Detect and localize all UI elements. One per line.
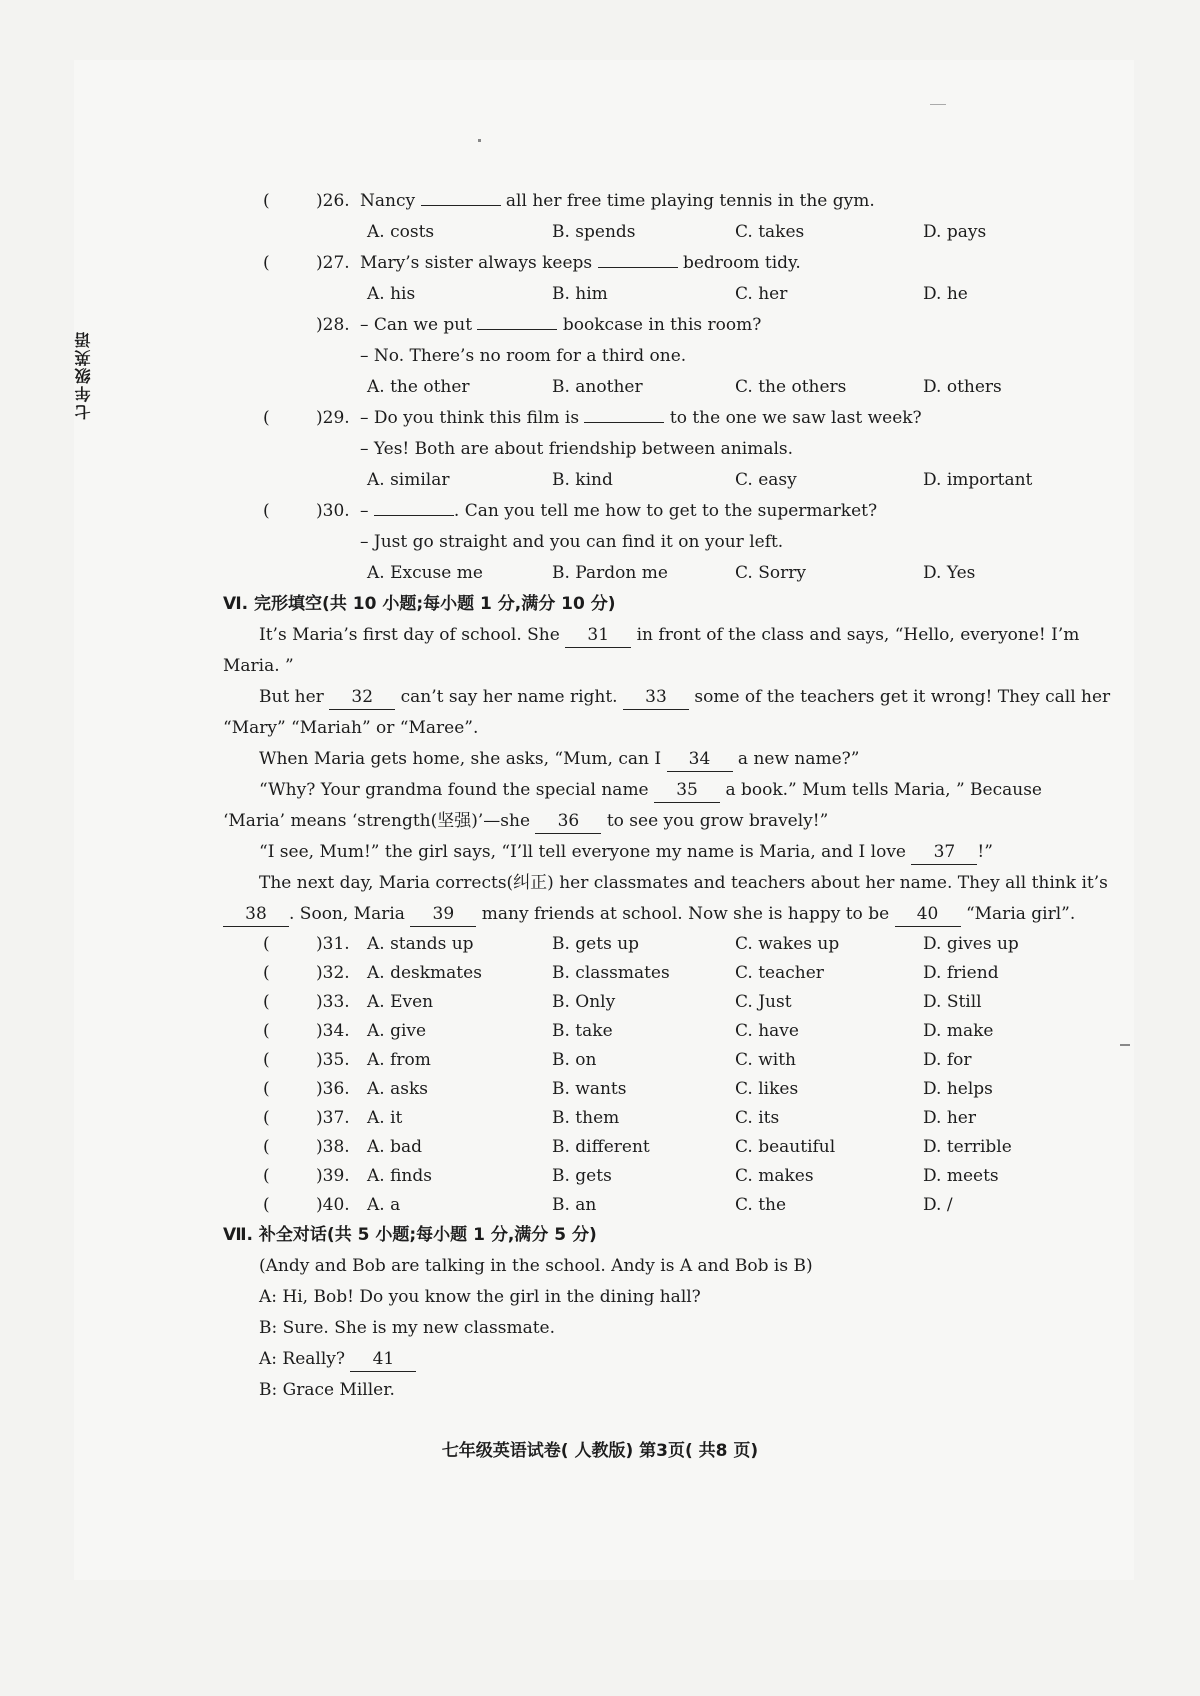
options-26 xyxy=(223,217,1103,248)
option-a: A. Excuse me xyxy=(367,563,483,583)
option-a: A. his xyxy=(367,284,416,304)
option-c: C. her xyxy=(735,284,788,304)
question-number: )35. xyxy=(316,1050,350,1070)
question-29 xyxy=(223,403,1103,434)
cloze-paragraph-1: It’s Maria’s first day of school. She 31 in front of the class and says, “Hello, everyone! I’m xyxy=(223,620,1103,651)
question-29-reply xyxy=(223,434,1103,465)
question-26 xyxy=(223,186,1103,217)
option-c: C. its xyxy=(735,1108,780,1128)
cloze-blank: 38 xyxy=(223,902,289,927)
cloze-paragraph-3: When Maria gets home, she asks, “Mum, can I 34 a new name?” xyxy=(223,744,1103,775)
question-number: )27. xyxy=(316,253,350,273)
cloze-question-row xyxy=(223,988,1103,1017)
cloze-blank: 35 xyxy=(654,778,720,803)
option-b: B. another xyxy=(552,377,643,397)
answer-bracket: ( xyxy=(263,501,270,521)
section-title: Ⅶ. 补全对话(共 5 小题;每小题 1 分,满分 5 分) xyxy=(223,1225,597,1245)
scan-mark xyxy=(930,104,946,105)
option-b: B. them xyxy=(552,1108,620,1128)
option-d: D. terrible xyxy=(923,1137,1012,1157)
option-b: B. gets xyxy=(552,1166,612,1186)
option-a: A. stands up xyxy=(367,934,474,954)
cloze-paragraph-5: “I see, Mum!” the girl says, “I’ll tell everyone my name is Maria, and I love 37 !” xyxy=(223,837,1103,868)
dialogue-intro: (Andy and Bob are talking in the school. Andy is A and Bob is B) xyxy=(259,1256,813,1276)
question-number: )38. xyxy=(316,1137,350,1157)
cloze-paragraph-6: The next day, Maria corrects(纠正) her classmates and teachers about her name. They all think it’s xyxy=(259,873,1108,893)
option-a: A. Even xyxy=(367,992,434,1012)
answer-bracket: ( xyxy=(263,1166,270,1186)
option-c: C. wakes up xyxy=(735,934,840,954)
option-c: C. have xyxy=(735,1021,799,1041)
answer-bracket: ( xyxy=(263,1050,270,1070)
question-number: )36. xyxy=(316,1079,350,1099)
question-27 xyxy=(223,248,1103,279)
option-a: A. the other xyxy=(367,377,470,397)
question-30-reply xyxy=(223,527,1103,558)
cloze-question-row xyxy=(223,1017,1103,1046)
option-c: C. easy xyxy=(735,470,797,490)
answer-bracket: ( xyxy=(263,1079,270,1099)
dialogue-blank: 41 xyxy=(350,1347,416,1372)
answer-blank xyxy=(421,205,501,206)
option-d: D. friend xyxy=(923,963,999,983)
option-c: C. likes xyxy=(735,1079,799,1099)
reply-text: – No. There’s no room for a third one. xyxy=(360,346,687,366)
cloze-question-row xyxy=(223,1075,1103,1104)
question-number: )32. xyxy=(316,963,350,983)
cloze-question-row xyxy=(223,1191,1103,1220)
option-d: D. he xyxy=(923,284,968,304)
option-c: C. with xyxy=(735,1050,796,1070)
cloze-question-row xyxy=(223,1133,1103,1162)
question-28-reply xyxy=(223,341,1103,372)
cloze-paragraph-6-cont: 38 . Soon, Maria 39 many friends at school. Now she is happy to be 40 “Maria girl”. xyxy=(223,899,1103,930)
option-d: D. important xyxy=(923,470,1033,490)
answer-bracket: ( xyxy=(263,934,270,954)
cloze-paragraph-4: “Why? Your grandma found the special name 35 a book.” Mum tells Maria, ” Because xyxy=(223,775,1103,806)
option-a: A. asks xyxy=(367,1079,428,1099)
option-d: D. Still xyxy=(923,992,982,1012)
answer-bracket: ( xyxy=(263,191,270,211)
question-28 xyxy=(223,310,1103,341)
option-d: D. others xyxy=(923,377,1002,397)
option-d: D. meets xyxy=(923,1166,999,1186)
cloze-blank: 31 xyxy=(565,623,631,648)
cloze-paragraph-1-cont: Maria. ” xyxy=(223,656,294,676)
cloze-options xyxy=(223,930,1103,1220)
cloze-blank: 32 xyxy=(329,685,395,710)
answer-bracket: ( xyxy=(263,963,270,983)
option-a: A. bad xyxy=(367,1137,422,1157)
dialogue-line: B: Sure. She is my new classmate. xyxy=(259,1318,556,1338)
option-a: A. from xyxy=(367,1050,431,1070)
question-number: )33. xyxy=(316,992,350,1012)
dialogue-line: A: Really? 41 xyxy=(223,1344,1103,1375)
answer-blank xyxy=(598,267,678,268)
option-b: B. him xyxy=(552,284,608,304)
question-text: – . Can you tell me how to get to the supermarket? xyxy=(360,501,878,521)
option-c: C. Sorry xyxy=(735,563,806,583)
cloze-question-row xyxy=(223,959,1103,988)
cloze-question-row xyxy=(223,1104,1103,1133)
options-27 xyxy=(223,279,1103,310)
reply-text: – Yes! Both are about friendship between animals. xyxy=(360,439,794,459)
option-b: B. an xyxy=(552,1195,597,1215)
section-6-heading xyxy=(223,589,1103,620)
question-number: )28. xyxy=(316,315,350,335)
question-text: Mary’s sister always keeps bedroom tidy. xyxy=(360,253,801,273)
option-a: A. similar xyxy=(367,470,450,490)
answer-blank xyxy=(374,515,454,516)
scan-mark xyxy=(478,139,481,142)
question-text: – Do you think this film is to the one we saw last week? xyxy=(360,408,922,428)
exam-content xyxy=(223,186,1111,1406)
cloze-blank: 39 xyxy=(410,902,476,927)
option-c: C. the others xyxy=(735,377,847,397)
option-d: D. her xyxy=(923,1108,976,1128)
question-number: )34. xyxy=(316,1021,350,1041)
question-30 xyxy=(223,496,1103,527)
answer-bracket: ( xyxy=(263,1195,270,1215)
option-b: B. gets up xyxy=(552,934,640,954)
section-title: Ⅵ. 完形填空(共 10 小题;每小题 1 分,满分 10 分) xyxy=(223,594,616,614)
cloze-blank: 40 xyxy=(895,902,961,927)
option-b: B. Pardon me xyxy=(552,563,668,583)
option-a: A. it xyxy=(367,1108,403,1128)
option-a: A. finds xyxy=(367,1166,432,1186)
option-d: D. for xyxy=(923,1050,972,1070)
option-b: B. different xyxy=(552,1137,650,1157)
option-b: B. classmates xyxy=(552,963,670,983)
option-b: B. kind xyxy=(552,470,613,490)
cloze-paragraph-2-cont: “Mary” “Mariah” or “Maree”. xyxy=(223,718,479,738)
option-d: D. Yes xyxy=(923,563,976,583)
option-c: C. the xyxy=(735,1195,787,1215)
question-text: – Can we put bookcase in this room? xyxy=(360,315,762,335)
answer-blank xyxy=(584,422,664,423)
option-a: A. give xyxy=(367,1021,427,1041)
option-a: A. a xyxy=(367,1195,401,1215)
question-number: )37. xyxy=(316,1108,350,1128)
cloze-question-row xyxy=(223,930,1103,959)
answer-bracket: ( xyxy=(263,992,270,1012)
option-d: D. make xyxy=(923,1021,994,1041)
option-c: C. teacher xyxy=(735,963,824,983)
scan-mark xyxy=(1120,1044,1130,1046)
option-c: C. beautiful xyxy=(735,1137,836,1157)
answer-bracket: ( xyxy=(263,253,270,273)
option-b: B. spends xyxy=(552,222,636,242)
cloze-blank: 36 xyxy=(535,809,601,834)
option-d: D. helps xyxy=(923,1079,993,1099)
option-b: B. Only xyxy=(552,992,616,1012)
question-number: )31. xyxy=(316,934,350,954)
option-d: D. / xyxy=(923,1195,953,1215)
cloze-paragraph-2: But her 32 can’t say her name right. 33 some of the teachers get it wrong! They call her xyxy=(223,682,1103,713)
option-b: B. take xyxy=(552,1021,613,1041)
cloze-paragraph-4-cont: ‘Maria’ means ‘strength(坚强)’—she 36 to see you grow bravely!” xyxy=(223,806,1103,837)
question-number: )26. xyxy=(316,191,350,211)
options-30 xyxy=(223,558,1103,589)
question-number: )40. xyxy=(316,1195,350,1215)
options-29 xyxy=(223,465,1103,496)
question-number: )29. xyxy=(316,408,350,428)
answer-bracket: ( xyxy=(263,1108,270,1128)
option-d: D. pays xyxy=(923,222,987,242)
answer-bracket: ( xyxy=(263,408,270,428)
option-d: D. gives up xyxy=(923,934,1019,954)
option-c: C. Just xyxy=(735,992,792,1012)
question-number: )39. xyxy=(316,1166,350,1186)
option-b: B. on xyxy=(552,1050,597,1070)
answer-blank xyxy=(477,329,557,330)
cloze-blank: 37 xyxy=(911,840,977,865)
question-number: )30. xyxy=(316,501,350,521)
option-a: A. deskmates xyxy=(367,963,482,983)
option-a: A. costs xyxy=(367,222,435,242)
cloze-blank: 33 xyxy=(623,685,689,710)
cloze-blank: 34 xyxy=(667,747,733,772)
cloze-question-row xyxy=(223,1162,1103,1191)
dialogue-line: A: Hi, Bob! Do you know the girl in the dining hall? xyxy=(259,1287,701,1307)
page-footer: 七年级英语试卷( 人教版) 第3页( 共8 页) xyxy=(441,1441,759,1461)
options-28 xyxy=(223,372,1103,403)
option-b: B. wants xyxy=(552,1079,627,1099)
section-7-heading xyxy=(223,1220,1103,1251)
option-c: C. makes xyxy=(735,1166,814,1186)
cloze-question-row xyxy=(223,1046,1103,1075)
reply-text: – Just go straight and you can find it on your left. xyxy=(360,532,784,552)
option-c: C. takes xyxy=(735,222,805,242)
answer-bracket: ( xyxy=(263,1021,270,1041)
question-text: Nancy all her free time playing tennis in the gym. xyxy=(360,191,875,211)
answer-bracket: ( xyxy=(263,1137,270,1157)
dialogue-line: B: Grace Miller. xyxy=(259,1380,395,1400)
binding-margin-label: 七年级英语 xyxy=(74,330,93,420)
